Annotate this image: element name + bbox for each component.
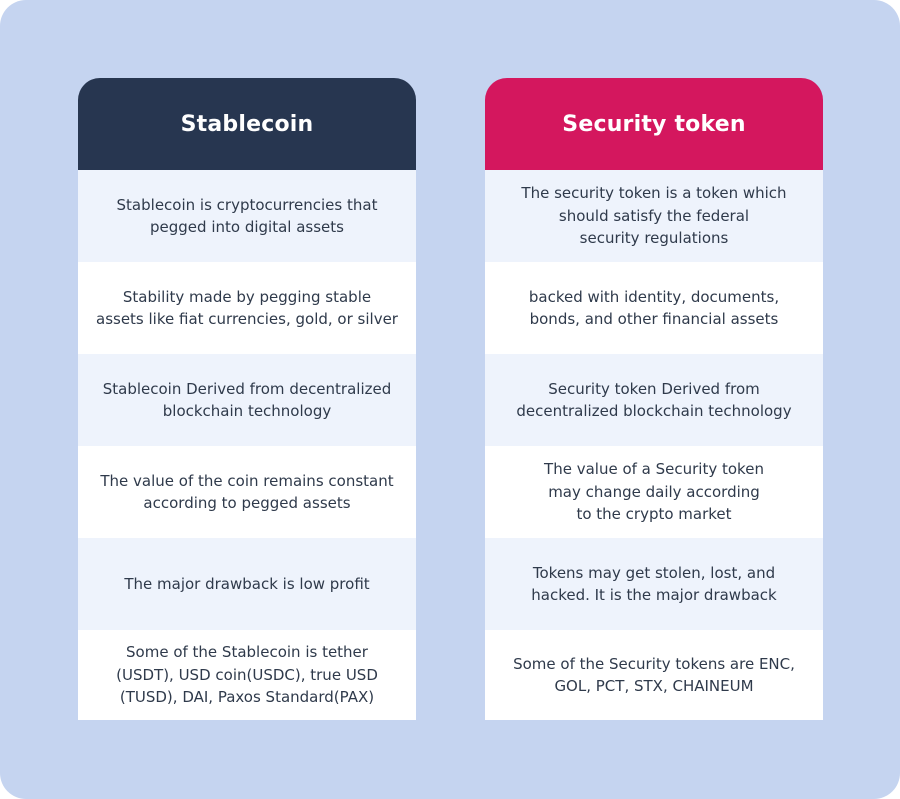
- security-token-column: [485, 78, 823, 720]
- stablecoin-row-stability: Stability made by pegging stable assets like fiat currencies, gold, or silver: [78, 262, 416, 354]
- security-token-row-definition: The security token is a token which should satisfy the federal security regulations: [485, 170, 823, 262]
- security-token-row-technology: Security token Derived from decentralized blockchain technology: [485, 354, 823, 446]
- stablecoin-row-definition: Stablecoin is cryptocurrencies that pegged into digital assets: [78, 170, 416, 262]
- stablecoin-rows: [78, 170, 416, 720]
- stablecoin-row-examples: Some of the Stablecoin is tether (USDT), USD coin(USDC), true USD (TUSD), DAI, Paxos Standard(PAX): [78, 630, 416, 720]
- security-token-row-value: The value of a Security token may change daily according to the crypto market: [485, 446, 823, 538]
- stablecoin-row-drawback: The major drawback is low profit: [78, 538, 416, 630]
- stablecoin-column: [78, 78, 416, 720]
- stablecoin-row-value: The value of the coin remains constant according to pegged assets: [78, 446, 416, 538]
- security-token-header: Security token: [485, 78, 823, 170]
- stablecoin-header: Stablecoin: [78, 78, 416, 170]
- security-token-row-backing: backed with identity, documents, bonds, and other financial assets: [485, 262, 823, 354]
- stablecoin-row-technology: Stablecoin Derived from decentralized blockchain technology: [78, 354, 416, 446]
- security-token-row-examples: Some of the Security tokens are ENC, GOL, PCT, STX, CHAINEUM: [485, 630, 823, 720]
- security-token-rows: [485, 170, 823, 720]
- security-token-row-drawback: Tokens may get stolen, lost, and hacked. It is the major drawback: [485, 538, 823, 630]
